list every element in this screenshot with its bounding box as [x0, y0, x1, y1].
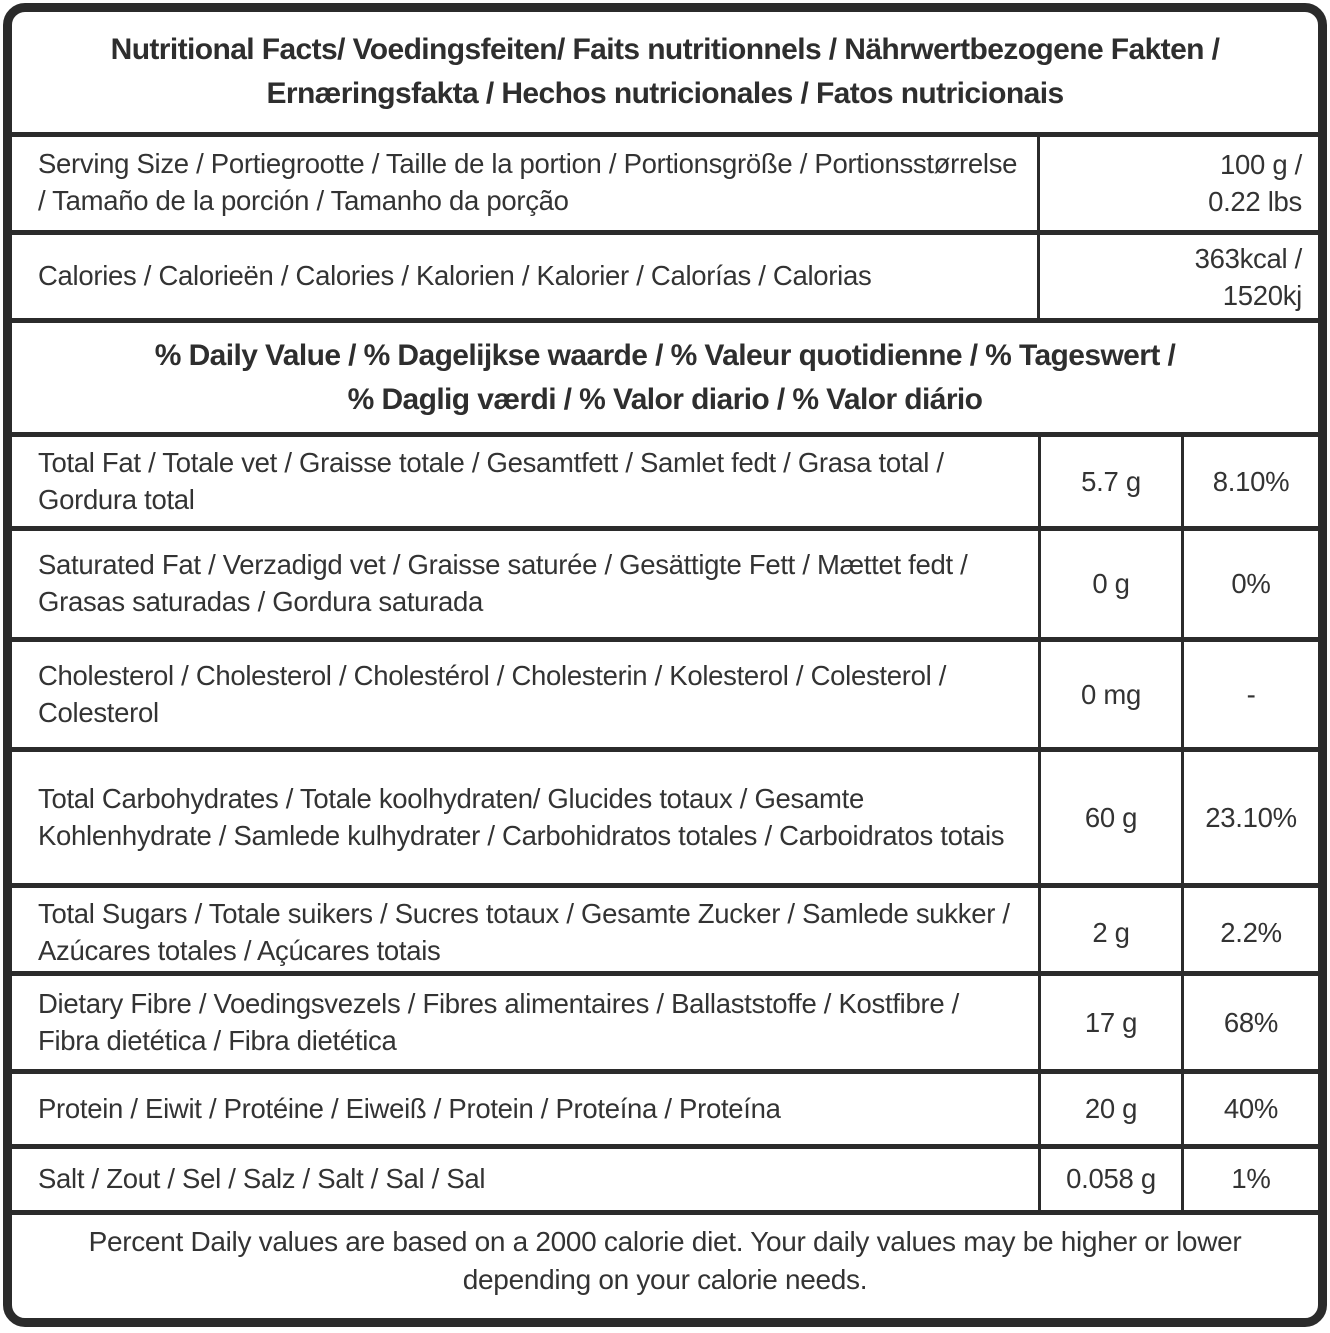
saturated-fat-daily-value: 0%	[1181, 531, 1318, 637]
row-protein	[12, 1069, 1318, 1144]
daily-value-header-line1: % Daily Value / % Dagelijkse waarde / % Valeur quotidienne / % Tageswert /	[154, 339, 1176, 373]
row-saturated-fat	[12, 526, 1318, 637]
calories-value	[1037, 235, 1318, 318]
serving-size-value-line2: 0.22 lbs	[1208, 186, 1302, 218]
total-sugars-amount: 2 g	[1038, 888, 1181, 978]
total-carbohydrates-amount: 60 g	[1038, 752, 1181, 883]
salt-amount: 0.058 g	[1038, 1149, 1181, 1209]
serving-size-value-line1: 100 g /	[1220, 149, 1302, 181]
row-total-sugars	[12, 883, 1318, 971]
saturated-fat-amount: 0 g	[1038, 531, 1181, 637]
protein-label: Protein / Eiwit / Protéine / Eiweiß / Protein / Proteína / Proteína	[38, 1092, 781, 1124]
calories-value-line2: 1520kj	[1222, 279, 1302, 311]
daily-value-footnote	[12, 1210, 1318, 1319]
serving-size-label: Serving Size / Portiegrootte / Taille de la portion / Portionsgröße / Portionsstørrelse / Tamaño de la porción / Tamanho da porção	[38, 148, 1018, 217]
calories-value-line1: 363kcal /	[1194, 242, 1302, 274]
calories-row	[12, 230, 1318, 318]
protein-amount: 20 g	[1038, 1074, 1181, 1144]
dietary-fibre-label: Dietary Fibre / Voedingsvezels / Fibres alimentaires / Ballaststoffe / Kostfibre / Fibra dietética / Fibra dietética	[38, 987, 959, 1056]
row-total-carbohydrates	[12, 747, 1318, 883]
total-fat-label: Total Fat / Totale vet / Graisse totale / Gesamtfett / Samlet fedt / Grasa total / Gordura total	[38, 446, 944, 515]
total-carbohydrates-daily-value: 23.10%	[1181, 752, 1318, 883]
label-title-line2: Ernæringsfakta / Hechos nutricionales / Fatos nutricionais	[266, 76, 1064, 110]
total-carbohydrates-label: Total Carbohydrates / Totale koolhydraten/ Glucides totaux / Gesamte Kohlenhydrate / Samlede kulhydrater / Carbohidratos totales / Carboidratos totais	[38, 782, 1005, 851]
serving-size-value	[1037, 137, 1318, 230]
cholesterol-daily-value: -	[1181, 642, 1318, 748]
label-title-line1: Nutritional Facts/ Voedingsfeiten/ Faits nutritionnels / Nährwertbezogene Fakten /	[110, 33, 1220, 67]
dietary-fibre-amount: 17 g	[1038, 976, 1181, 1068]
row-salt	[12, 1144, 1318, 1209]
row-dietary-fibre	[12, 971, 1318, 1068]
saturated-fat-label: Saturated Fat / Verzadigd vet / Graisse saturée / Gesättigte Fett / Mættet fedt / Grasas saturadas / Gordura saturada	[38, 549, 968, 618]
salt-daily-value: 1%	[1181, 1149, 1318, 1209]
total-fat-daily-value: 8.10%	[1181, 437, 1318, 527]
total-sugars-daily-value: 2.2%	[1181, 888, 1318, 978]
cholesterol-amount: 0 mg	[1038, 642, 1181, 748]
row-cholesterol	[12, 637, 1318, 748]
salt-label: Salt / Zout / Sel / Salz / Salt / Sal / Sal	[38, 1162, 486, 1194]
total-fat-amount: 5.7 g	[1038, 437, 1181, 527]
protein-daily-value: 40%	[1181, 1074, 1318, 1144]
dietary-fibre-daily-value: 68%	[1181, 976, 1318, 1068]
footnote-text: Percent Daily values are based on a 2000 calorie diet. Your daily values may be higher or lower depending on your calorie needs.	[88, 1226, 1242, 1296]
daily-value-header	[12, 318, 1318, 432]
cholesterol-label: Cholesterol / Cholesterol / Cholestérol / Cholesterin / Kolesterol / Colesterol / Colesterol	[38, 659, 947, 728]
row-total-fat	[12, 432, 1318, 526]
label-title	[12, 12, 1318, 132]
calories-label: Calories / Calorieën / Calories / Kalorien / Kalorier / Calorías / Calorias	[38, 260, 872, 292]
daily-value-header-line2: % Daglig værdi / % Valor diario / % Valor diário	[347, 382, 983, 416]
total-sugars-label: Total Sugars / Totale suikers / Sucres totaux / Gesamte Zucker / Samlede sukker / Azúcares totales / Açúcares totais	[38, 898, 1010, 966]
serving-size-row	[12, 132, 1318, 230]
nutrition-facts-label	[3, 3, 1327, 1327]
